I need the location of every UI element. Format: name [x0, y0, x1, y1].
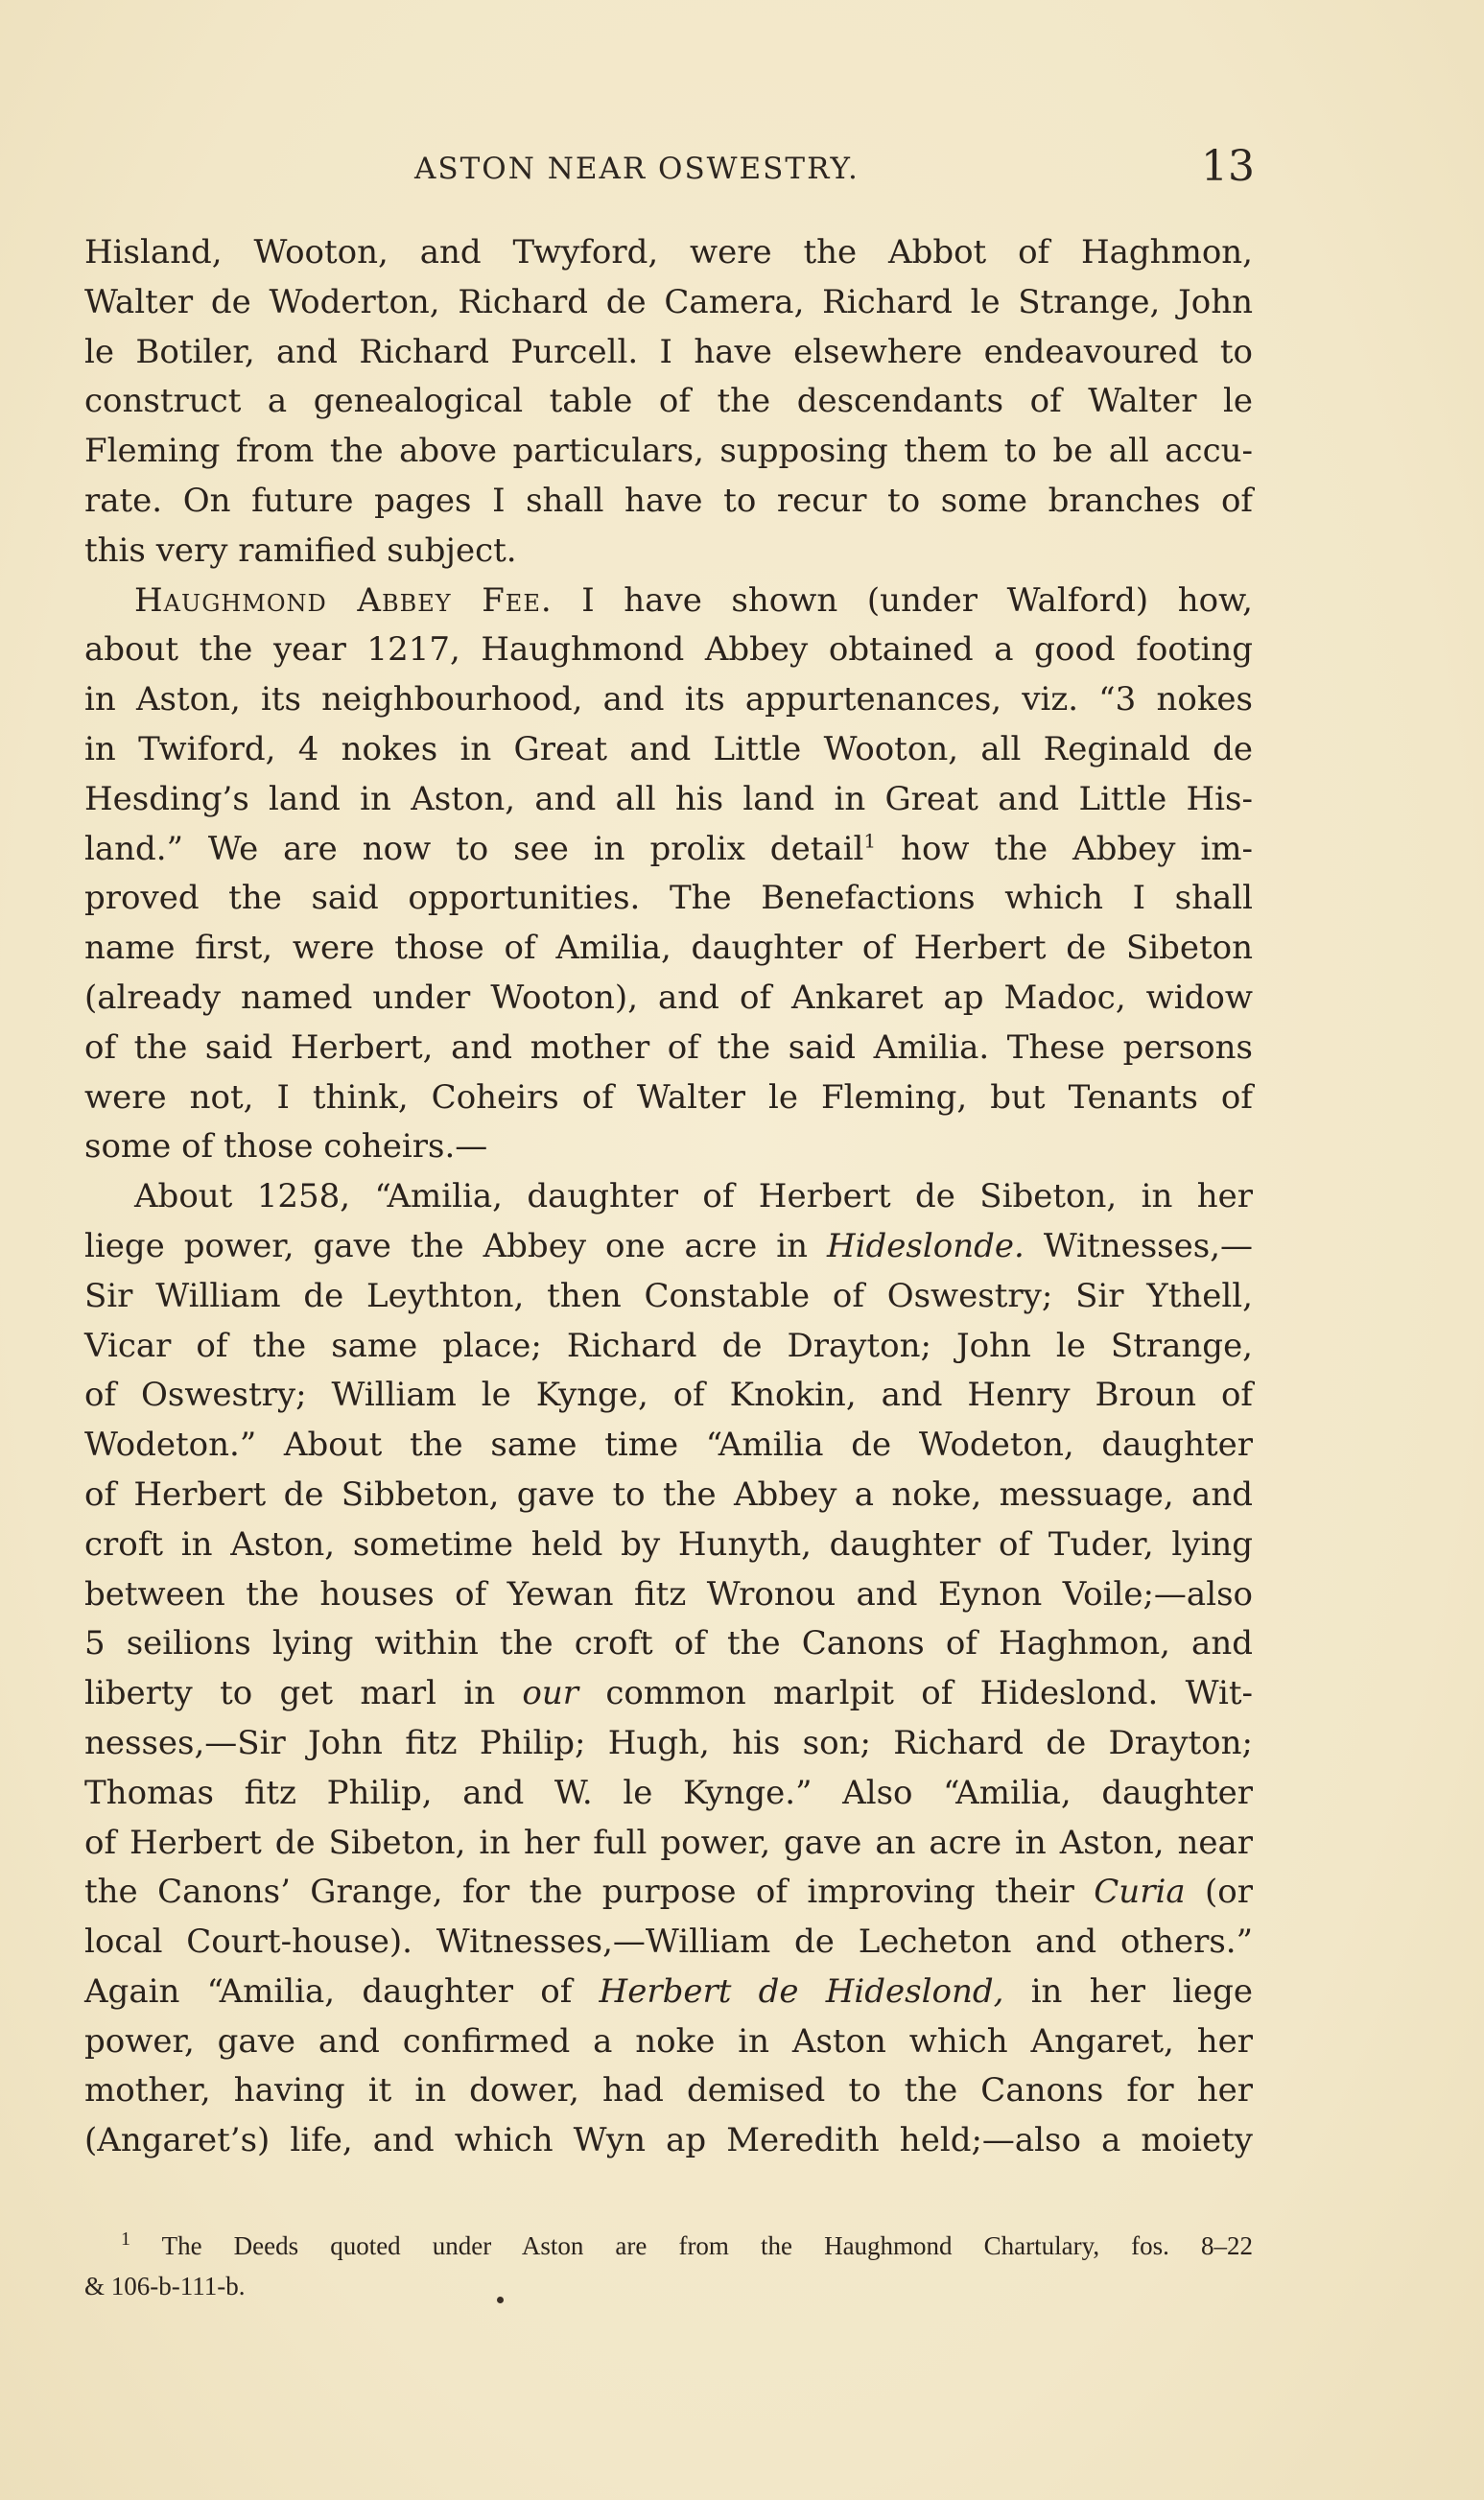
text-line: (Angaret’s) life, and which Wyn ap Meredith held;—also a moiety	[84, 2121, 1253, 2160]
footnote-marker: 1	[121, 2229, 130, 2250]
text-line: Vicar of the same place; Richard de Drayton; John le Strange,	[84, 1326, 1253, 1365]
footnote-text: The Deeds quoted under Aston are from the Haughmond Chartulary, fos. 8–22	[130, 2231, 1253, 2260]
text-span: land.” We are now to see in prolix detail	[84, 829, 864, 868]
text-line: were not, I think, Coheirs of Walter le Fleming, but Tenants of	[84, 1077, 1253, 1117]
text-line	[84, 1669, 1253, 1719]
text-line: local Court-house). Witnesses,—William de Lecheton and others.”	[84, 1922, 1253, 1962]
running-head: ASTON NEAR OSWESTRY.	[414, 152, 860, 186]
text-line: Walter de Woderton, Richard de Camera, Richard le Strange, John	[84, 282, 1253, 321]
text-line: of Herbert de Sibbeton, gave to the Abbey a noke, messuage, and	[84, 1474, 1253, 1514]
text-span: liege power, gave the Abbey one acre in	[84, 1226, 828, 1265]
text-span: in her liege	[1003, 1971, 1253, 2011]
text-line: power, gave and confirmed a noke in Aston which Angaret, her	[84, 2021, 1253, 2061]
page-number: 13	[1201, 142, 1255, 191]
text-line	[84, 577, 1253, 626]
text-span: common marlpit of Hideslond. Wit-	[578, 1674, 1254, 1713]
text-line: of the said Herbert, and mother of the said Amilia. These persons	[84, 1027, 1253, 1067]
body-text	[84, 228, 1253, 2166]
text-line: of Herbert de Sibeton, in her full power, gave an acre in Aston, near	[84, 1823, 1253, 1862]
text-span: (or	[1185, 1873, 1253, 1912]
text-line: About 1258, “Amilia, daughter of Herbert de Sibeton, in her	[134, 1177, 1253, 1216]
text-line: of Oswestry; William le Kynge, of Knokin, and Henry Broun of	[84, 1376, 1253, 1415]
text-line	[84, 1968, 1253, 2017]
text-line: rate. On future pages I shall have to recur to some branches of	[84, 481, 1253, 520]
text-span: the Canons’ Grange, for the purpose of improving their	[84, 1873, 1095, 1912]
text-span: Again “Amilia, daughter of	[84, 1971, 600, 2011]
text-span: liberty to get marl in	[84, 1674, 523, 1713]
text-line: Hisland, Wooton, and Twyford, were the Abbot of Haghmon,	[84, 233, 1253, 271]
text-line: (already named under Wooton), and of Ankaret ap Madoc, widow	[84, 978, 1253, 1017]
text-line: le Botiler, and Richard Purcell. I have elsewhere endeavoured to	[84, 332, 1253, 371]
text-line	[84, 1222, 1253, 1272]
italic-place-name: Hideslonde.	[827, 1226, 1025, 1265]
text-line: mother, having it in dower, had demised to the Canons for her	[84, 2071, 1253, 2111]
text-span: how the Abbey im-	[876, 829, 1253, 868]
italic-word: Curia	[1094, 1873, 1186, 1912]
text-line: about the year 1217, Haughmond Abbey obtained a good footing	[84, 630, 1253, 670]
text-line: between the houses of Yewan fitz Wronou and Eynon Voile;—also	[84, 1574, 1253, 1614]
text-line	[84, 1868, 1253, 1918]
footnote-line: & 106-b-111-b.	[84, 2272, 246, 2300]
footnotes	[84, 2226, 1253, 2306]
italic-name: Herbert de Hideslond,	[599, 1971, 1004, 2011]
text-line: Wodeton.” About the same time “Amilia de Wodeton, daughter	[84, 1426, 1253, 1465]
text-line: Thomas fitz Philip, and W. le Kynge.” Also “Amilia, daughter	[84, 1773, 1253, 1812]
section-heading: Haughmond Abbey Fee.	[134, 580, 553, 620]
text-span: Witnesses,—	[1024, 1226, 1253, 1265]
text-span: I have shown (under Walford) how,	[552, 580, 1253, 620]
text-line: nesses,—Sir John fitz Philip; Hugh, his son; Richard de Drayton;	[84, 1723, 1253, 1762]
footnote-line	[84, 2226, 1253, 2266]
text-line: Sir William de Leythton, then Constable of Oswestry; Sir Ythell,	[84, 1276, 1253, 1315]
text-line: croft in Aston, sometime held by Hunyth, daughter of Tuder, lying	[84, 1524, 1253, 1564]
text-line: this very ramified subject.	[84, 531, 517, 570]
text-line: in Twiford, 4 nokes in Great and Little Wooton, all Reginald de	[84, 729, 1253, 768]
text-line: name first, were those of Amilia, daughter of Herbert de Sibeton	[84, 929, 1253, 968]
text-line: construct a genealogical table of the descendants of Walter le	[84, 382, 1253, 421]
footnote-reference: 1	[863, 829, 877, 853]
text-line: some of those coheirs.—	[84, 1127, 488, 1167]
text-line	[84, 825, 1253, 875]
text-line: in Aston, its neighbourhood, and its appurtenances, viz. “3 nokes	[84, 680, 1253, 719]
text-line: proved the said opportunities. The Benefactions which I shall	[84, 879, 1253, 918]
italic-word: our	[522, 1674, 579, 1713]
ink-speck	[497, 2297, 504, 2303]
text-line: Fleming from the above particulars, supposing them to be all accu-	[84, 432, 1253, 471]
text-line: 5 seilions lying within the croft of the Canons of Haghmon, and	[84, 1624, 1253, 1663]
text-line: Hesding’s land in Aston, and all his land in Great and Little His-	[84, 779, 1253, 818]
